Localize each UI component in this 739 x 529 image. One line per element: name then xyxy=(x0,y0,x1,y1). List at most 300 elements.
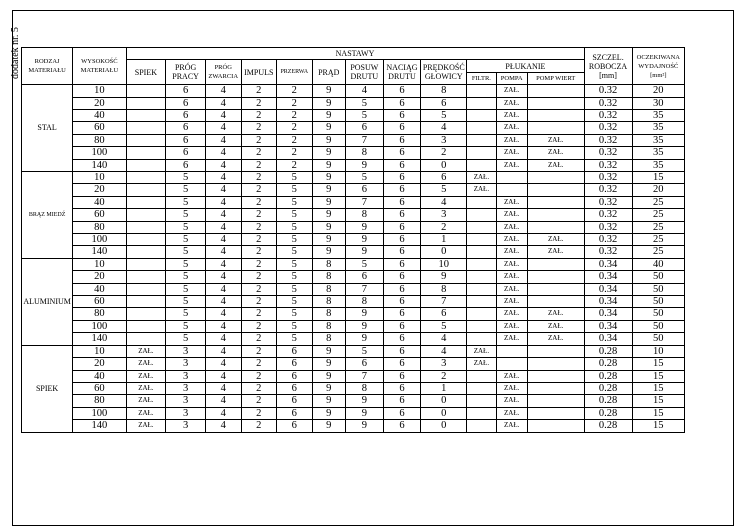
table-row xyxy=(22,134,685,146)
table-cell: 0.32 xyxy=(584,221,632,233)
table-row xyxy=(22,333,685,345)
table-cell: 5 xyxy=(346,258,384,270)
table-cell: 5 xyxy=(166,209,206,221)
table-cell: 2 xyxy=(241,109,277,121)
table-row xyxy=(22,172,685,184)
table-cell: ZAŁ. xyxy=(467,172,496,184)
table-cell: 6 xyxy=(383,345,421,357)
table-row xyxy=(22,370,685,382)
table-row xyxy=(22,420,685,432)
table-cell: 6 xyxy=(421,172,467,184)
table-cell: 9 xyxy=(421,271,467,283)
table-cell: 9 xyxy=(312,358,345,370)
table-body xyxy=(22,85,685,432)
table-cell: 1 xyxy=(421,234,467,246)
table-cell: 0.32 xyxy=(584,172,632,184)
table-cell xyxy=(126,172,166,184)
table-cell: 0 xyxy=(421,395,467,407)
table-cell: 9 xyxy=(312,134,345,146)
table-cell: 4 xyxy=(346,85,384,97)
table-cell: 4 xyxy=(205,420,241,432)
table-cell: 35 xyxy=(632,159,684,171)
table-cell: 5 xyxy=(166,333,206,345)
table-cell: 0.28 xyxy=(584,395,632,407)
table-cell: ZAŁ. xyxy=(126,407,166,419)
table-cell: 2 xyxy=(241,407,277,419)
table-cell: 6 xyxy=(383,296,421,308)
table-cell: 25 xyxy=(632,221,684,233)
header-prog-zwarcia: PRÓG ZWARCIA xyxy=(205,60,241,85)
table-cell: 9 xyxy=(312,246,345,258)
table-cell: 0.32 xyxy=(584,109,632,121)
table-cell xyxy=(126,320,166,332)
table-cell xyxy=(527,283,584,295)
table-cell: 4 xyxy=(205,296,241,308)
table-cell: 20 xyxy=(73,271,126,283)
table-cell: ZAŁ. xyxy=(527,246,584,258)
table-cell xyxy=(467,246,496,258)
table-cell: 6 xyxy=(383,382,421,394)
header-predkosc: PRĘDKOŚĆ GŁOWICY xyxy=(421,60,467,85)
table-cell: 2 xyxy=(241,172,277,184)
table-cell: 9 xyxy=(312,196,345,208)
table-cell: 6 xyxy=(383,147,421,159)
table-cell xyxy=(527,258,584,270)
table-cell: ZAŁ. xyxy=(496,122,527,134)
table-cell: 6 xyxy=(383,333,421,345)
table-cell: 6 xyxy=(277,358,313,370)
table-cell xyxy=(496,172,527,184)
table-cell: 15 xyxy=(632,395,684,407)
table-cell: 2 xyxy=(277,147,313,159)
table-cell: 5 xyxy=(277,333,313,345)
table-cell: 7 xyxy=(346,283,384,295)
table-cell: 4 xyxy=(205,271,241,283)
table-cell: 2 xyxy=(241,134,277,146)
table-cell: 6 xyxy=(383,159,421,171)
table-cell: 50 xyxy=(632,283,684,295)
table-cell: ZAŁ. xyxy=(467,345,496,357)
table-cell: ZAŁ. xyxy=(126,358,166,370)
table-cell: 25 xyxy=(632,196,684,208)
table-cell: 6 xyxy=(383,283,421,295)
table-cell: 10 xyxy=(73,345,126,357)
table-cell: 5 xyxy=(277,320,313,332)
table-cell: ZAŁ. xyxy=(496,209,527,221)
table-cell: 4 xyxy=(205,382,241,394)
table-cell: 10 xyxy=(632,345,684,357)
table-cell xyxy=(467,258,496,270)
table-cell: 9 xyxy=(312,109,345,121)
table-cell: 50 xyxy=(632,333,684,345)
table-cell: 5 xyxy=(277,196,313,208)
table-cell: 20 xyxy=(73,184,126,196)
table-cell: 4 xyxy=(421,333,467,345)
table-cell xyxy=(527,382,584,394)
table-cell: 25 xyxy=(632,234,684,246)
table-cell: 40 xyxy=(73,370,126,382)
table-cell: 4 xyxy=(205,308,241,320)
table-row xyxy=(22,234,685,246)
table-cell: 5 xyxy=(421,320,467,332)
table-cell: 2 xyxy=(241,221,277,233)
table-cell: 7 xyxy=(421,296,467,308)
table-cell: 8 xyxy=(312,258,345,270)
table-cell: 6 xyxy=(383,308,421,320)
table-cell: ZAŁ. xyxy=(496,147,527,159)
table-cell: ZAŁ. xyxy=(527,333,584,345)
table-cell: 2 xyxy=(241,258,277,270)
table-cell: 9 xyxy=(312,234,345,246)
table-cell: 50 xyxy=(632,271,684,283)
table-cell xyxy=(467,147,496,159)
table-cell: 6 xyxy=(383,172,421,184)
table-cell: 6 xyxy=(166,85,206,97)
header-wysokosc: WYSOKOŚĆ MATERIAŁU xyxy=(73,48,126,85)
table-cell: 3 xyxy=(166,382,206,394)
table-cell xyxy=(126,109,166,121)
table-cell: 2 xyxy=(241,382,277,394)
table-cell: 5 xyxy=(166,283,206,295)
table-cell xyxy=(527,172,584,184)
table-cell: 1 xyxy=(421,382,467,394)
table-cell: 4 xyxy=(205,221,241,233)
table-cell: ZAŁ. xyxy=(496,308,527,320)
table-cell: 6 xyxy=(346,271,384,283)
table-cell: ZAŁ. xyxy=(126,420,166,432)
table-cell: ZAŁ. xyxy=(496,395,527,407)
table-cell: 80 xyxy=(73,134,126,146)
table-cell: 9 xyxy=(346,395,384,407)
table-cell: 9 xyxy=(346,333,384,345)
table-cell: 80 xyxy=(73,221,126,233)
table-cell: 5 xyxy=(277,246,313,258)
table-row xyxy=(22,407,685,419)
table-cell: ZAŁ. xyxy=(496,221,527,233)
table-cell: 2 xyxy=(277,134,313,146)
table-row xyxy=(22,258,685,270)
table-cell xyxy=(126,184,166,196)
table-cell: 6 xyxy=(421,97,467,109)
table-cell: 0.28 xyxy=(584,370,632,382)
table-cell xyxy=(467,196,496,208)
table-cell: 50 xyxy=(632,308,684,320)
header-naciag: NACIĄG DRUTU xyxy=(383,60,421,85)
table-row xyxy=(22,320,685,332)
table-cell: 4 xyxy=(205,320,241,332)
table-cell: 40 xyxy=(73,196,126,208)
table-cell: 6 xyxy=(383,420,421,432)
table-cell: 4 xyxy=(205,345,241,357)
table-cell: 6 xyxy=(166,97,206,109)
table-cell: 4 xyxy=(205,97,241,109)
table-cell: 4 xyxy=(421,345,467,357)
table-cell: 4 xyxy=(205,283,241,295)
table-cell: ZAŁ. xyxy=(527,320,584,332)
table-cell: 15 xyxy=(632,172,684,184)
table-cell: 5 xyxy=(421,109,467,121)
table-cell: 2 xyxy=(241,122,277,134)
header-impuls: IMPULS xyxy=(241,60,277,85)
table-cell: 2 xyxy=(277,109,313,121)
table-cell xyxy=(527,196,584,208)
table-cell: ZAŁ. xyxy=(496,283,527,295)
table-cell xyxy=(467,333,496,345)
table-cell: 3 xyxy=(421,209,467,221)
table-cell: 4 xyxy=(205,209,241,221)
table-row xyxy=(22,283,685,295)
table-cell: 0.32 xyxy=(584,122,632,134)
table-cell xyxy=(467,370,496,382)
table-cell: 0.34 xyxy=(584,333,632,345)
table-cell: 2 xyxy=(277,159,313,171)
table-cell: 9 xyxy=(312,370,345,382)
material-cell: BRĄZ MIEDŹ xyxy=(22,172,73,259)
table-cell xyxy=(467,221,496,233)
header-prad: PRĄD xyxy=(312,60,345,85)
table-cell: 6 xyxy=(383,395,421,407)
table-cell xyxy=(467,85,496,97)
table-cell: 0.34 xyxy=(584,283,632,295)
table-cell: 9 xyxy=(346,407,384,419)
table-cell: 0.28 xyxy=(584,382,632,394)
table-cell: 0.28 xyxy=(584,345,632,357)
header-posuw: POSUW DRUTU xyxy=(346,60,384,85)
table-cell: 6 xyxy=(277,370,313,382)
table-cell: 40 xyxy=(73,109,126,121)
table-cell xyxy=(126,209,166,221)
table-cell: 60 xyxy=(73,209,126,221)
table-cell: 2 xyxy=(241,246,277,258)
table-cell: 6 xyxy=(383,196,421,208)
table-cell xyxy=(527,370,584,382)
table-cell xyxy=(126,296,166,308)
table-cell: 4 xyxy=(205,395,241,407)
table-cell: ZAŁ. xyxy=(126,345,166,357)
table-cell: ZAŁ. xyxy=(527,234,584,246)
table-cell xyxy=(527,85,584,97)
table-cell: ZAŁ. xyxy=(496,246,527,258)
table-row xyxy=(22,147,685,159)
table-cell: 9 xyxy=(312,345,345,357)
table-cell: ZAŁ. xyxy=(496,333,527,345)
table-cell: 2 xyxy=(241,395,277,407)
table-cell: ZAŁ. xyxy=(527,308,584,320)
table-cell: 2 xyxy=(241,308,277,320)
header-filtr: FILTR. xyxy=(467,72,496,84)
table-cell xyxy=(126,308,166,320)
table-cell: 0.34 xyxy=(584,308,632,320)
table-row xyxy=(22,382,685,394)
table-cell: 5 xyxy=(421,184,467,196)
table-cell: 8 xyxy=(346,296,384,308)
table-cell xyxy=(527,345,584,357)
table-cell xyxy=(126,134,166,146)
settings-table xyxy=(21,47,685,433)
table-cell: 6 xyxy=(166,147,206,159)
table-cell: ZAŁ. xyxy=(527,147,584,159)
table-cell: 0.32 xyxy=(584,147,632,159)
table-cell: ZAŁ. xyxy=(496,159,527,171)
table-cell: 3 xyxy=(166,395,206,407)
table-cell: 4 xyxy=(205,134,241,146)
table-cell: 0.34 xyxy=(584,258,632,270)
table-cell: 80 xyxy=(73,395,126,407)
table-cell: 6 xyxy=(383,122,421,134)
table-cell: 20 xyxy=(632,85,684,97)
table-cell: ZAŁ. xyxy=(496,296,527,308)
table-cell: 9 xyxy=(312,184,345,196)
table-cell: 4 xyxy=(205,370,241,382)
table-cell xyxy=(467,296,496,308)
table-cell: 2 xyxy=(421,147,467,159)
table-cell: 9 xyxy=(346,221,384,233)
table-cell: 5 xyxy=(346,172,384,184)
table-row xyxy=(22,246,685,258)
table-cell xyxy=(126,246,166,258)
table-cell: 5 xyxy=(277,172,313,184)
table-cell: 9 xyxy=(312,221,345,233)
table-cell: 9 xyxy=(312,147,345,159)
table-cell: ZAŁ. xyxy=(496,134,527,146)
table-cell: 2 xyxy=(421,221,467,233)
table-cell xyxy=(126,234,166,246)
table-cell: 4 xyxy=(205,109,241,121)
table-cell xyxy=(467,382,496,394)
table-cell: 2 xyxy=(277,85,313,97)
table-cell: 0 xyxy=(421,407,467,419)
table-cell xyxy=(527,184,584,196)
table-cell: 6 xyxy=(383,85,421,97)
table-cell xyxy=(496,184,527,196)
table-cell xyxy=(467,159,496,171)
table-cell: 7 xyxy=(346,134,384,146)
table-cell: 6 xyxy=(346,358,384,370)
table-cell: 9 xyxy=(346,159,384,171)
table-cell: 5 xyxy=(277,234,313,246)
table-cell: ZAŁ. xyxy=(467,184,496,196)
table-cell: 25 xyxy=(632,246,684,258)
table-cell xyxy=(527,122,584,134)
table-cell: 0.32 xyxy=(584,196,632,208)
table-cell: 9 xyxy=(346,308,384,320)
table-cell: 0.32 xyxy=(584,159,632,171)
table-cell: 60 xyxy=(73,122,126,134)
table-cell: 35 xyxy=(632,134,684,146)
table-cell: 10 xyxy=(73,172,126,184)
table-cell: 4 xyxy=(205,147,241,159)
table-cell: ZAŁ. xyxy=(496,271,527,283)
attachment-label: dodatek nr. 5 xyxy=(10,27,21,79)
table-cell: 9 xyxy=(312,122,345,134)
header-rodzaj: RODZAJ MATERIAŁU xyxy=(22,48,73,85)
table-cell: 0.32 xyxy=(584,85,632,97)
table-cell: 15 xyxy=(632,358,684,370)
table-cell: 6 xyxy=(383,271,421,283)
table-cell: 10 xyxy=(73,258,126,270)
table-cell xyxy=(126,97,166,109)
table-cell: 9 xyxy=(312,85,345,97)
table-cell: 9 xyxy=(312,172,345,184)
header-nastawy: NASTAWY xyxy=(126,48,584,60)
table-cell: 2 xyxy=(241,234,277,246)
table-cell: 8 xyxy=(312,283,345,295)
table-cell: 8 xyxy=(312,271,345,283)
table-cell: 0.34 xyxy=(584,271,632,283)
table-cell: 6 xyxy=(383,134,421,146)
table-cell: 9 xyxy=(312,420,345,432)
table-cell: 5 xyxy=(166,271,206,283)
table-cell xyxy=(467,320,496,332)
table-cell xyxy=(496,345,527,357)
table-cell: 5 xyxy=(166,184,206,196)
table-cell: 4 xyxy=(205,358,241,370)
table-cell xyxy=(467,283,496,295)
table-cell: 5 xyxy=(277,296,313,308)
table-cell: 140 xyxy=(73,246,126,258)
table-cell: 9 xyxy=(312,97,345,109)
table-cell: ZAŁ. xyxy=(496,370,527,382)
table-cell: 5 xyxy=(166,320,206,332)
table-cell: 3 xyxy=(166,420,206,432)
table-row xyxy=(22,85,685,97)
table-cell: 6 xyxy=(383,184,421,196)
table-cell xyxy=(467,308,496,320)
table-cell: 3 xyxy=(166,370,206,382)
table-cell: 4 xyxy=(421,196,467,208)
table-cell: 5 xyxy=(166,246,206,258)
header-pompa: POMPA xyxy=(496,72,527,84)
table-cell: 5 xyxy=(166,234,206,246)
header-pomp-wiert: POMP WIERT xyxy=(527,72,584,84)
table-cell: 3 xyxy=(166,407,206,419)
table-row xyxy=(22,296,685,308)
table-cell: 4 xyxy=(205,159,241,171)
table-cell: ZAŁ. xyxy=(126,370,166,382)
table-cell: 0 xyxy=(421,159,467,171)
table-cell: 0.32 xyxy=(584,246,632,258)
table-cell: 4 xyxy=(205,196,241,208)
table-cell: 35 xyxy=(632,109,684,121)
table-cell: 15 xyxy=(632,382,684,394)
table-cell: 6 xyxy=(277,407,313,419)
table-cell: 2 xyxy=(277,97,313,109)
table-cell: 6 xyxy=(166,109,206,121)
table-cell: 4 xyxy=(205,333,241,345)
table-cell: 0.32 xyxy=(584,209,632,221)
table-cell: 0 xyxy=(421,246,467,258)
table-cell: 2 xyxy=(241,97,277,109)
table-cell xyxy=(126,85,166,97)
table-cell: 8 xyxy=(346,209,384,221)
table-cell: 5 xyxy=(166,308,206,320)
table-cell: 7 xyxy=(346,196,384,208)
table-cell: 0.28 xyxy=(584,420,632,432)
table-cell: 6 xyxy=(383,320,421,332)
table-cell: 6 xyxy=(277,395,313,407)
table-cell: 9 xyxy=(312,382,345,394)
table-cell: 5 xyxy=(166,296,206,308)
table-cell: 2 xyxy=(241,420,277,432)
table-cell: 9 xyxy=(312,407,345,419)
table-cell: 6 xyxy=(277,420,313,432)
header-plukanie: PŁUKANIE xyxy=(467,60,584,72)
table-cell: 2 xyxy=(241,85,277,97)
table-cell xyxy=(467,109,496,121)
table-cell: 5 xyxy=(277,271,313,283)
table-cell: 2 xyxy=(421,370,467,382)
table-cell: 2 xyxy=(241,370,277,382)
